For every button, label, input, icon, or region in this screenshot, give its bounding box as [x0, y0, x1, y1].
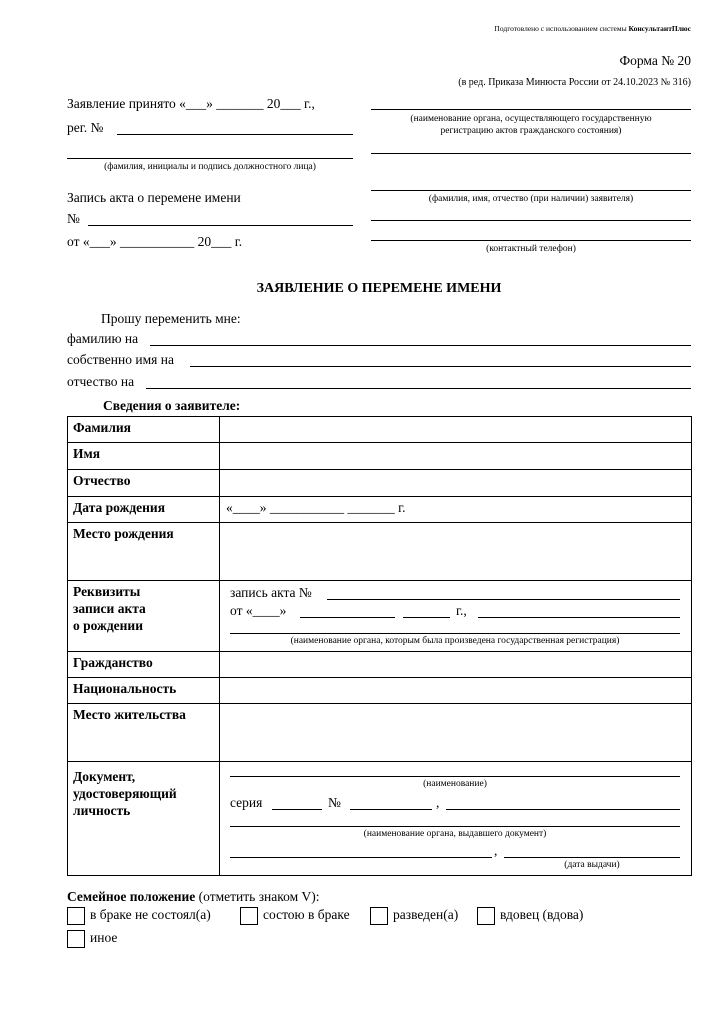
issue-date-line[interactable]: [504, 857, 680, 858]
issuer-caption: (наименование органа, выдавшего документ): [363, 829, 547, 839]
accepted-line: Заявление принято «___» _______ 20___ г.,: [67, 96, 315, 111]
record-from-label: от «____»: [230, 603, 287, 618]
applicant-heading: Сведения о заявителе:: [103, 398, 241, 413]
checkbox-divorced[interactable]: [370, 907, 388, 925]
row-name: [68, 443, 692, 470]
official-caption: (фамилия, инициалы и подпись должностного лица): [104, 162, 316, 172]
nationality-field[interactable]: [220, 678, 692, 704]
row-birth-date: [68, 497, 692, 523]
nationality-label: Национальность: [68, 678, 220, 704]
record-no-label: запись акта №: [230, 585, 312, 600]
marital-label-bold: Семейное положение: [67, 889, 196, 904]
request-intro: Прошу переменить мне:: [101, 311, 241, 326]
record-caption: (наименование органа, которым была произведена государственная регистрация): [290, 636, 620, 646]
act-no-line[interactable]: [88, 225, 353, 226]
residence-label: Место жительства: [68, 704, 220, 762]
issue-comma: ,: [494, 843, 498, 858]
patronymic-field[interactable]: [220, 470, 692, 497]
row-patronymic: [68, 470, 692, 497]
issuer-line[interactable]: [230, 826, 680, 827]
residence-field[interactable]: [220, 704, 692, 762]
official-signature-line[interactable]: [67, 158, 353, 159]
option-divorced: разведен(а): [393, 907, 459, 922]
birth-record-label-3: о рождении: [73, 618, 143, 633]
checkbox-married[interactable]: [240, 907, 258, 925]
authority-line-2[interactable]: [371, 153, 691, 154]
record-year-line[interactable]: [403, 617, 450, 618]
issue-date-caption: (дата выдачи): [564, 860, 620, 870]
prepared-brand: КонсультантПлюс: [628, 24, 691, 33]
row-citizenship: [68, 652, 692, 678]
prepared-prefix: Подготовлено с использованием системы: [494, 24, 629, 33]
authority-caption-2: регистрацию актов гражданского состояния): [440, 126, 622, 136]
new-surname-label: фамилию на: [67, 331, 139, 346]
issuer-line-2[interactable]: [230, 857, 492, 858]
doc-name-caption: (наименование): [423, 779, 487, 789]
checkbox-other[interactable]: [67, 930, 85, 948]
series-comma: ,: [436, 795, 440, 810]
number-line[interactable]: [350, 809, 432, 810]
row-residence: [68, 704, 692, 762]
id-document-label-2: удостоверяющий: [73, 786, 177, 801]
new-patronymic-label: отчество на: [67, 374, 135, 389]
birth-place-field[interactable]: [220, 523, 692, 581]
surname-field[interactable]: [220, 417, 692, 443]
row-id-document: [68, 762, 692, 876]
authority-caption-1: (наименование органа, осуществляющего государственную: [410, 114, 652, 124]
birth-record-label: [68, 581, 220, 652]
new-name-line[interactable]: [190, 366, 691, 367]
doc-name-line[interactable]: [230, 776, 680, 777]
new-name-label: собственно имя на: [67, 352, 174, 367]
birth-place-label: Место рождения: [68, 523, 220, 581]
option-never-married: в браке не состоял(а): [90, 907, 211, 922]
patronymic-label: Отчество: [68, 470, 220, 497]
name-field[interactable]: [220, 443, 692, 470]
new-surname-line[interactable]: [150, 345, 691, 346]
phone-line[interactable]: [371, 240, 691, 241]
record-authority-line-2[interactable]: [230, 633, 680, 634]
birth-date-value: «____» ___________ _______ г.: [226, 500, 406, 515]
number-label: №: [328, 795, 341, 810]
record-month-line[interactable]: [300, 617, 395, 618]
applicant-name-line[interactable]: [371, 190, 691, 191]
applicant-line-2[interactable]: [371, 220, 691, 221]
authority-line[interactable]: [371, 109, 691, 110]
birth-record-label-1: Реквизиты: [73, 584, 141, 599]
new-patronymic-line[interactable]: [146, 388, 691, 389]
series-label: серия: [230, 795, 263, 810]
birth-date-label: Дата рождения: [68, 497, 220, 523]
prepared-note: [494, 24, 691, 33]
row-surname: [68, 417, 692, 443]
edition-note: (в ред. Приказа Минюста России от 24.10.2023 № 316): [458, 77, 691, 88]
id-document-label: [68, 762, 220, 876]
checkbox-widowed[interactable]: [477, 907, 495, 925]
act-record-label: Запись акта о перемене имени: [67, 190, 241, 205]
option-married: состою в браке: [263, 907, 350, 922]
marital-label: [67, 889, 320, 905]
row-nationality: [68, 678, 692, 704]
name-label: Имя: [68, 443, 220, 470]
applicant-caption: (фамилия, имя, отчество (при наличии) заявителя): [428, 194, 634, 204]
phone-caption: (контактный телефон): [486, 244, 576, 254]
birth-date-field[interactable]: [220, 497, 692, 523]
checkbox-never-married[interactable]: [67, 907, 85, 925]
record-year-label: г.,: [456, 603, 467, 618]
record-no-line[interactable]: [327, 599, 680, 600]
row-birth-place: [68, 523, 692, 581]
citizenship-field[interactable]: [220, 652, 692, 678]
option-widowed: вдовец (вдова): [500, 907, 584, 922]
doc-extra-line[interactable]: [446, 809, 680, 810]
id-document-label-3: личность: [73, 803, 131, 818]
marital-label-rest: (отметить знаком V):: [195, 889, 320, 904]
act-date-line: от «___» ___________ 20___ г.: [67, 234, 243, 249]
birth-record-label-2: записи акта: [73, 601, 146, 616]
applicant-table: [67, 416, 692, 876]
id-document-field: [220, 762, 692, 876]
surname-label: Фамилия: [68, 417, 220, 443]
reg-no-label: рег. №: [67, 120, 104, 135]
citizenship-label: Гражданство: [68, 652, 220, 678]
act-no-label: №: [67, 211, 80, 226]
record-authority-line[interactable]: [478, 617, 680, 618]
document-title: ЗАЯВЛЕНИЕ О ПЕРЕМЕНЕ ИМЕНИ: [256, 281, 502, 296]
row-birth-record: [68, 581, 692, 652]
reg-no-line[interactable]: [117, 134, 353, 135]
birth-record-field: [220, 581, 692, 652]
id-document-label-1: Документ,: [73, 769, 136, 784]
option-other: иное: [90, 930, 118, 945]
form-number: Форма № 20: [619, 53, 691, 68]
series-line[interactable]: [272, 809, 322, 810]
